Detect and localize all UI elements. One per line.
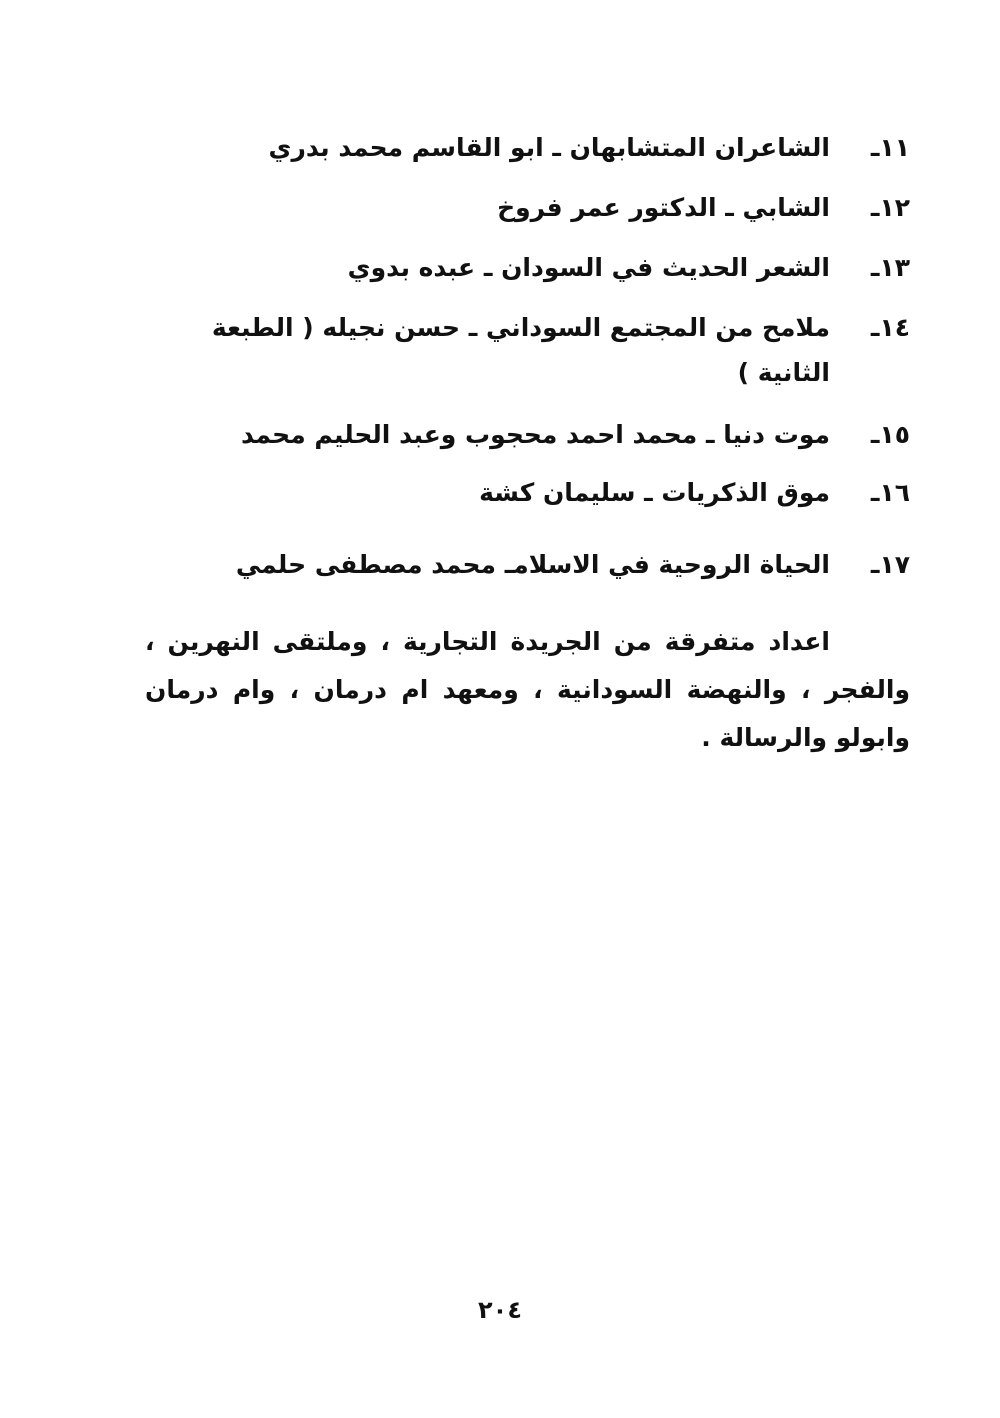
page-number: ٢٠٤ [478,1296,522,1324]
paragraph: اعداد متفرقة من الجريدة التجارية ، وملتقى النهرين ، والفجر ، والنهضة السودانية ، ومعهد ام درمان ، وام درمان وابولو والرسالة . [145,627,910,752]
list-item: ١٧ـالحياة الروحية في الاسلامـ محمد مصطفى حلمي [235,550,910,579]
list-item: ١٢ـالشابي ـ الدكتور عمر فروخ [497,193,910,222]
list-item-continuation: الثانية ) [737,358,830,387]
list-item: ١٤ـملامح من المجتمع السوداني ـ حسن نجيله ( الطبعة [211,313,910,342]
list-item: ١١ـالشاعران المتشابهان ـ ابو القاسم محمد بدري [268,133,910,162]
list-item: ١٦ـموق الذكريات ـ سليمان كشة [479,478,910,507]
list-item: ١٣ـالشعر الحديث في السودان ـ عبده بدوي [347,253,910,282]
list-item: ١٥ـموت دنيا ـ محمد احمد محجوب وعبد الحليم محمد [240,420,910,449]
